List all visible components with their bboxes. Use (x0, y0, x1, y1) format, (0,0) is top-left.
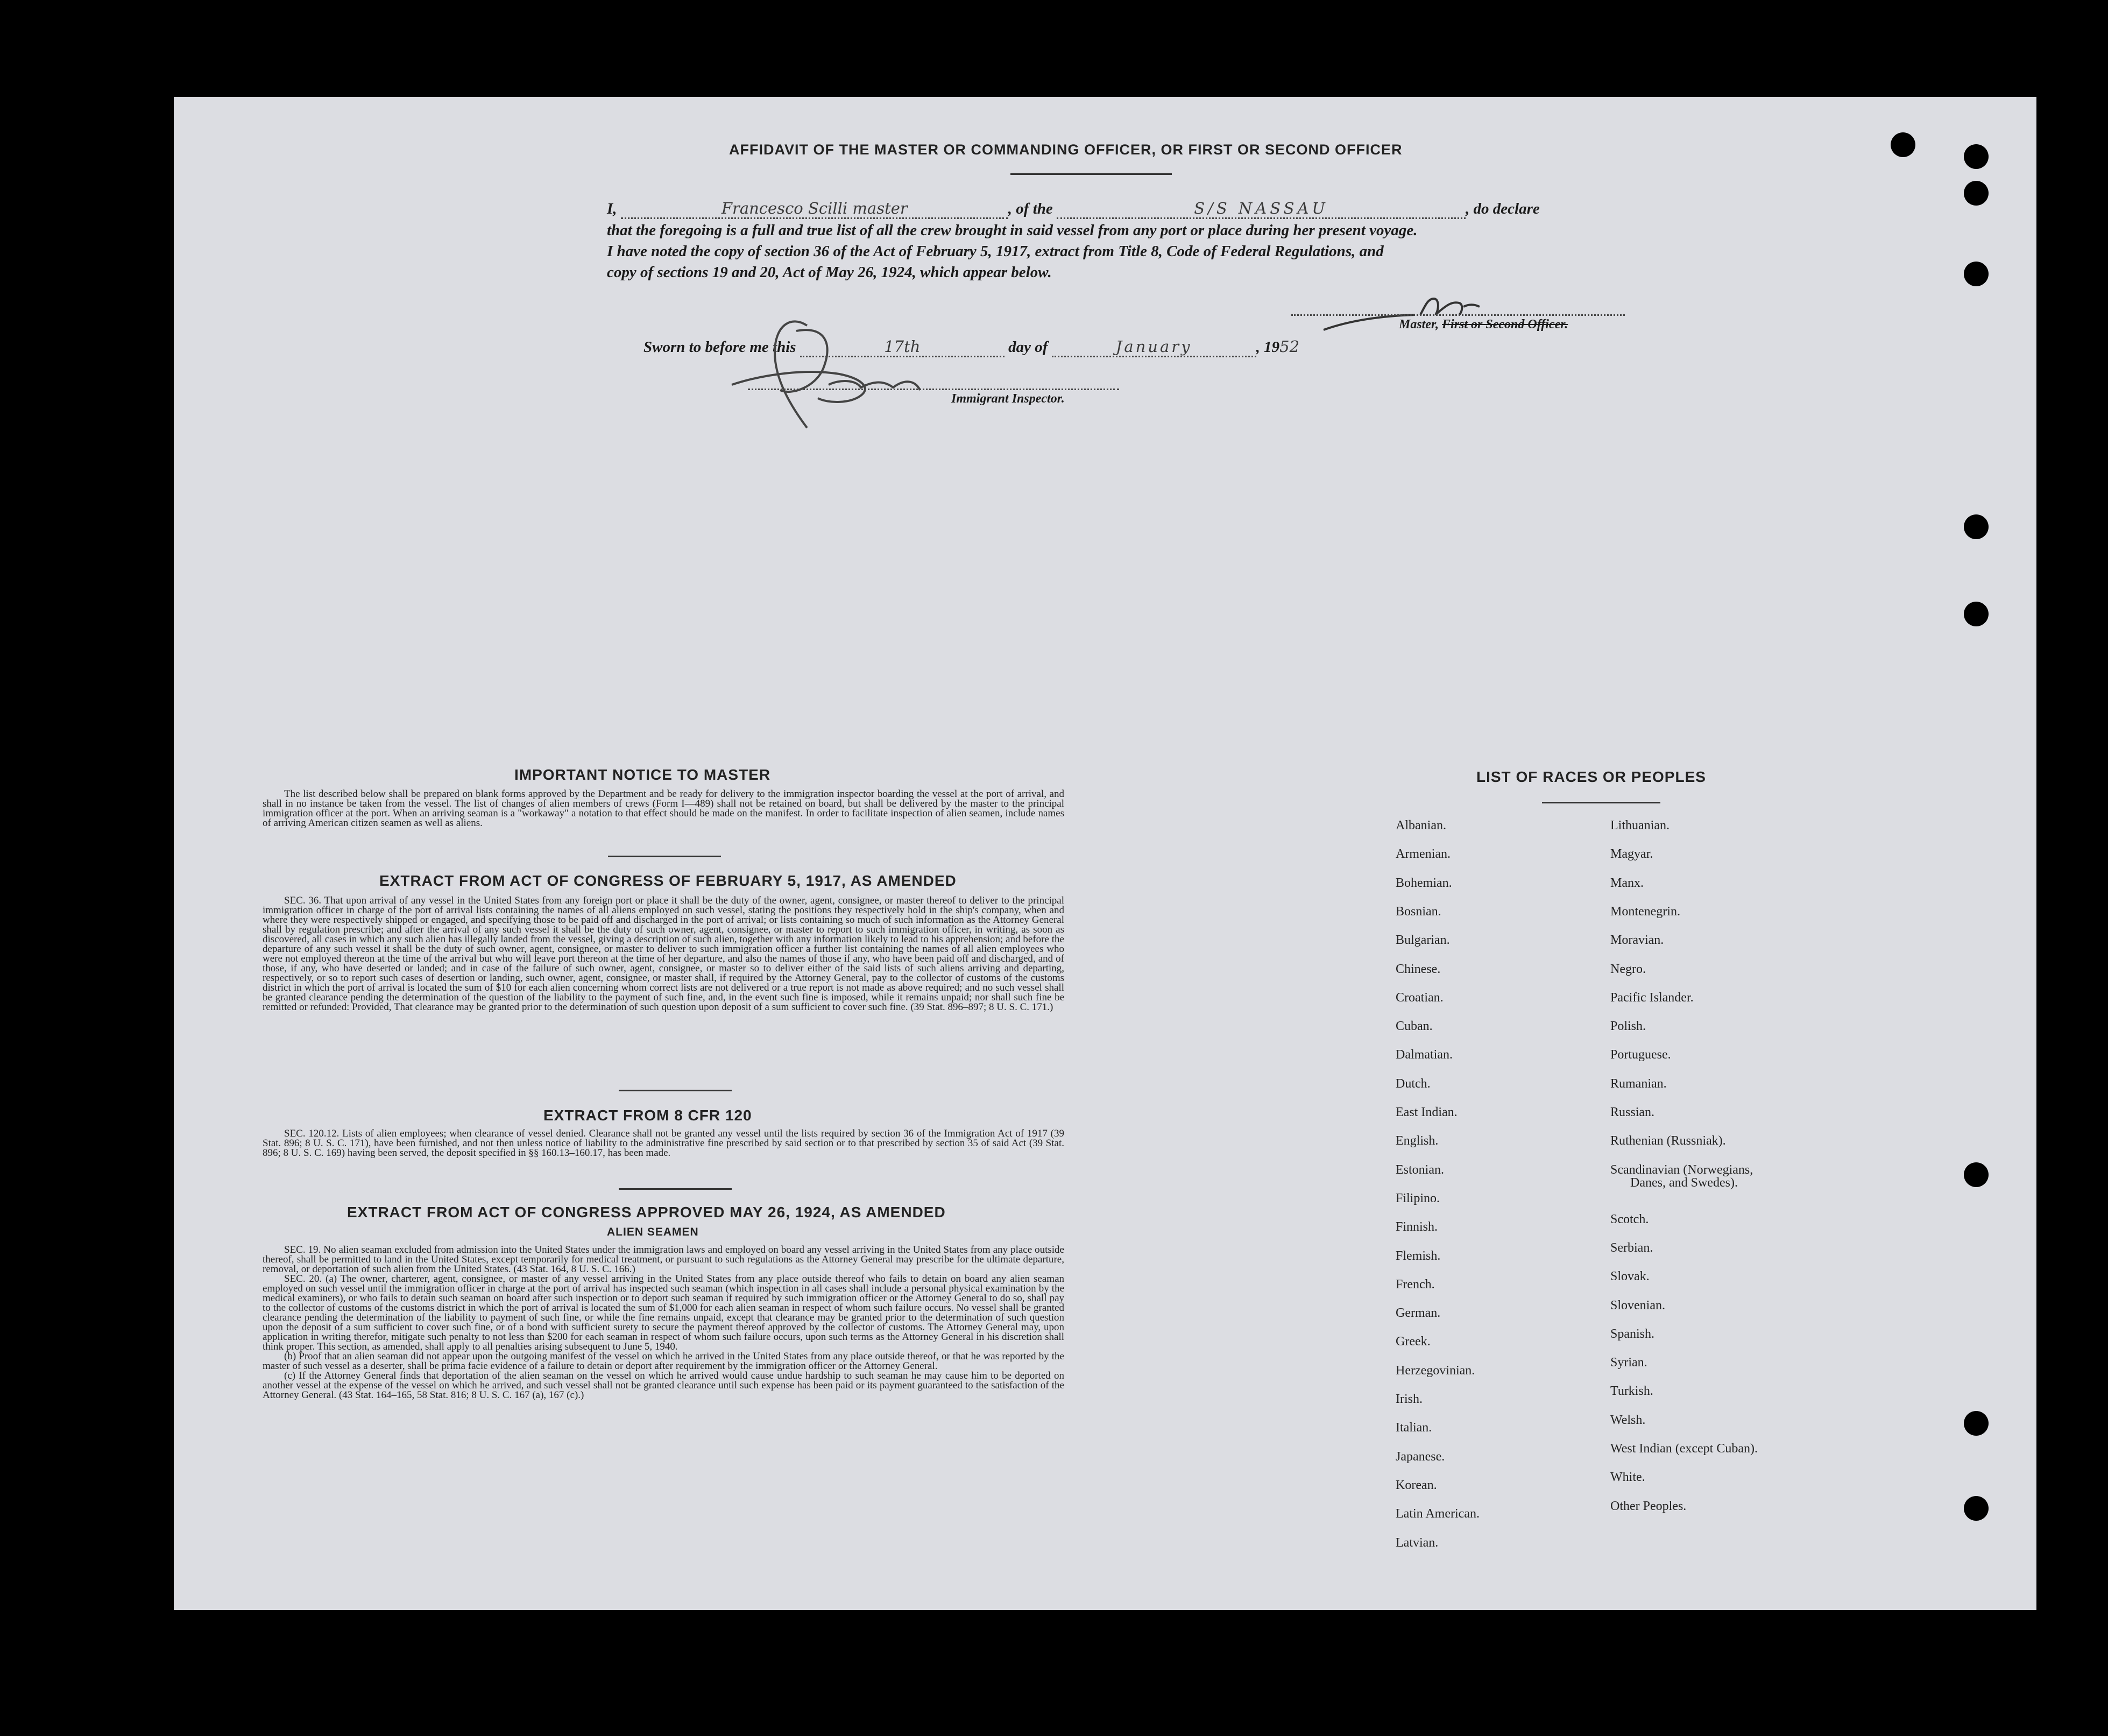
vessel-name-field (1057, 199, 1466, 219)
divider (619, 1090, 732, 1091)
master-signature (1318, 283, 1490, 342)
race-item: Syrian. (1610, 1356, 1647, 1370)
race-item: Italian. (1396, 1421, 1432, 1435)
race-item: Moravian. (1610, 933, 1664, 948)
divider (1542, 802, 1660, 803)
race-item: Dutch. (1396, 1076, 1431, 1091)
race-item: English. (1396, 1134, 1439, 1148)
race-item: White. (1610, 1470, 1645, 1485)
month-field (1052, 337, 1256, 357)
act-1924-sec19: SEC. 19. No alien seaman excluded from admission into the United States under the immigration laws and employed on board any vessel arriving in the United States from any place outside thereof, shall be permitted to land in the United States, except temporarily for medical treatment, or pursuant to such regulations as the Attorney General may prescribe for the ultimate departure, removal, or deportation of such alien from the United States. (43 Stat. 164, 8 U. S. C. 166.) (263, 1244, 1064, 1275)
cfr-text (263, 1129, 1064, 1158)
race-item: Greek. (1396, 1335, 1431, 1349)
declarant-prefix: I, (607, 200, 617, 217)
cfr-paragraph: SEC. 120.12. Lists of alien employees; when clearance of vessel denied. Clearance shall not be granted any vessel until the lists required by section 36 of the Immigration Act of 1917 (39 Stat. 896; 8 U. S. C. 171), have been furnished, and not then unless notice of liability to the administrative fine prescribed by said section or to that prescribed by section 35 of said Act (39 Stat. 896; 8 U. S. C. 169) having been served, the deposit specified in §§ 160.13–160.17, has been made. (263, 1128, 1064, 1159)
divider (608, 856, 721, 857)
race-item: Bulgarian. (1396, 933, 1450, 948)
race-item: Herzegovinian. (1396, 1363, 1475, 1378)
vessel-name: S/S NASSAU (1194, 199, 1328, 217)
race-item: French. (1396, 1277, 1435, 1292)
race-item: West Indian (except Cuban). (1610, 1442, 1758, 1456)
race-item: Estonian. (1396, 1162, 1444, 1177)
race-item: Irish. (1396, 1392, 1423, 1406)
race-item: Turkish. (1610, 1384, 1653, 1399)
affidavit-body-line2: that the foregoing is a full and true list of all the crew brought in said vessel from any port or place during her present voyage. (607, 222, 1418, 239)
race-item: Negro. (1610, 962, 1646, 976)
race-item: Dalmatian. (1396, 1048, 1453, 1062)
punch-hole (1964, 144, 1989, 169)
race-item: Armenian. (1396, 847, 1451, 862)
act-1924-sec20b: (b) Proof that an alien seaman did not appear upon the outgoing manifest of the vessel on which he arrived in the United States from any place outside thereof, or that he was reported by the master of such vessel as a deserter, shall be prima facie evidence of a failure to detain or deport after requirement by the immigration officer or the Attorney General. (263, 1351, 1064, 1372)
month-value: January (1115, 337, 1192, 356)
sworn-prefix: Sworn to before me this (643, 338, 796, 356)
race-item: Ruthenian (Russniak). (1610, 1134, 1726, 1148)
master-officer-label (1399, 317, 1568, 332)
race-item: Pacific Islander. (1610, 990, 1694, 1005)
do-declare-text: , do declare (1466, 200, 1540, 217)
notice-text (263, 789, 1064, 828)
notice-title: IMPORTANT NOTICE TO MASTER (514, 766, 771, 783)
cfr-title: EXTRACT FROM 8 CFR 120 (543, 1107, 752, 1124)
race-item: Welsh. (1610, 1413, 1646, 1427)
inspector-signature (699, 293, 958, 449)
affidavit-body-line4: copy of sections 19 and 20, Act of May 26, 1924, which appear below. (607, 264, 1052, 281)
race-item: Chinese. (1396, 962, 1441, 976)
race-item: Bosnian. (1396, 904, 1441, 919)
punch-hole (1964, 1411, 1989, 1436)
race-item: Montenegrin. (1610, 904, 1680, 919)
notice-paragraph: The list described below shall be prepared on blank forms approved by the Department and be ready for delivery to the immigration inspector boarding the vessel at the port of arrival, and shall in no instance be taken from the vessel. The list of changes of alien members of crews (Form I—489) shall not be retained on board, but shall be delivered by the master to the principal immigration officer at the port. When an arriving seaman is a "workaway" a notation to that effect should be made on the manifest. In order to facilitate inspection of alien seamen, include names of arriving American citizen seamen as well as aliens. (263, 788, 1064, 829)
race-item: Serbian. (1610, 1240, 1653, 1255)
punch-hole (1964, 1496, 1989, 1521)
race-item: Slovak. (1610, 1269, 1650, 1284)
race-item: East Indian. (1396, 1105, 1458, 1119)
master-signature-line (1291, 314, 1625, 316)
race-item: Russian. (1610, 1105, 1655, 1119)
race-item: Spanish. (1610, 1326, 1655, 1341)
punch-hole (1964, 602, 1989, 626)
affidavit-title: AFFIDAVIT OF THE MASTER OR COMMANDING OFFICER, OR FIRST OR SECOND OFFICER (729, 142, 1403, 158)
divider (1010, 173, 1172, 175)
race-item: Danes, and Swedes). (1630, 1175, 1738, 1190)
race-item: Other Peoples. (1610, 1499, 1687, 1513)
race-item: Finnish. (1396, 1220, 1438, 1234)
races-title: LIST OF RACES OR PEOPLES (1476, 768, 1706, 785)
punch-hole (1891, 132, 1915, 157)
punch-hole (1964, 262, 1989, 286)
affidavit-body-line3: I have noted the copy of section 36 of the Act of February 5, 1917, extract from Title 8, Code of Federal Regulations, and (607, 243, 1384, 260)
declarant-name-field (621, 199, 1008, 219)
race-item: Manx. (1610, 876, 1644, 890)
race-item: Croatian. (1396, 990, 1444, 1005)
race-item: Japanese. (1396, 1449, 1445, 1464)
race-item: Slovenian. (1610, 1298, 1665, 1312)
race-item: German. (1396, 1306, 1441, 1321)
race-item: Rumanian. (1610, 1076, 1667, 1091)
race-item: Polish. (1610, 1019, 1646, 1034)
race-item: Flemish. (1396, 1248, 1441, 1263)
race-item: Cuban. (1396, 1019, 1433, 1034)
race-item: Magyar. (1610, 847, 1653, 862)
day-value: 17th (884, 337, 921, 356)
master-label: Master, (1399, 317, 1439, 331)
race-item: Latin American. (1396, 1507, 1480, 1521)
act-1924-text (263, 1245, 1064, 1400)
affidavit-line1 (607, 199, 1540, 219)
act-1924-sec20c: (c) If the Attorney General finds that deportation of the alien seaman on the vessel on which he arrived would cause undue hardship to such seaman he may cause him to be deported on another vessel at the expense of the vessel on which he arrived, and such vessel shall not be granted clearance until such expense has been paid or its payment guaranteed to the satisfaction of the Attorney General. (43 Stat. 164–165, 58 Stat. 816; 8 U. S. C. 167 (a), 167 (c).) (263, 1370, 1064, 1401)
year-value: 52 (1279, 337, 1300, 356)
act-1917-paragraph: SEC. 36. That upon arrival of any vessel in the United States from any foreign port or place it shall be the duty of the owner, agent, consignee, or master thereof to deliver to the principal immigration officer in charge of the port of arrival lists containing the names of all aliens employed on such vessel, stating the positions they respectively hold in the ship's company, when and where they were respectively shipped or engaged, and specifying those to be paid off and discharged in the port of arrival; or lists containing so much of such information as the Attorney General shall by regulation prescribe; and after the arrival of any such vessel it shall be the duty of such owner, agent, consignee, or master to report to such immigration officer, in writing, as soon as discovered, all cases in which any such alien has illegally landed from the vessel, giving a description of such alien, together with any information likely to lead to his apprehension; and before the departure of any such vessel it shall be the duty of such owner, agent, consignee, or master to deliver to such immigration officer a further list containing the names of all alien employees who were not employed thereon at the time of the arrival but who will leave port thereon at the time of her departure, and also the names of those if any, who have been paid off and discharged, and of those, if any, who have deserted or landed; and in case of the failure of such owner, agent, consignee, or master so to deliver either of the said lists of such aliens arriving and departing, respectively, or so to report such cases of desertion or landing, such owner, agent, consignee, or master shall, if required by the Attorney General, pay to the collector of customs of the customs district in which the port of arrival is located the sum of $10 for each alien concerning whom correct lists are not delivered or a true report is not made as above required; and no such vessel shall be granted clearance pending the determination of the question of the liability to the payment of such fine, and, in the event such fine is imposed, while it remains unpaid; nor shall such fine be remitted or refunded: Provided, That clearance may be granted prior to the determination of such question upon deposit of a sum sufficient to cover such fine. (39 Stat. 896–897; 8 U. S. C. 171.) (263, 895, 1064, 1013)
race-item: Korean. (1396, 1478, 1437, 1492)
act-1924-subtitle: ALIEN SEAMEN (607, 1226, 699, 1238)
race-item: Scandinavian (Norwegians, (1610, 1162, 1753, 1177)
divider (619, 1188, 732, 1190)
act-1917-title: EXTRACT FROM ACT OF CONGRESS OF FEBRUARY 5, 1917, AS AMENDED (379, 872, 957, 889)
race-item: Latvian. (1396, 1535, 1439, 1550)
punch-hole (1964, 1162, 1989, 1187)
inspector-signature-line (748, 389, 1119, 390)
punch-hole (1964, 181, 1989, 206)
year-prefix: , 19 (1256, 338, 1280, 356)
race-item: Filipino. (1396, 1191, 1440, 1205)
act-1924-title: EXTRACT FROM ACT OF CONGRESS APPROVED MAY 26, 1924, AS AMENDED (347, 1204, 946, 1220)
inspector-label: Immigrant Inspector. (951, 392, 1065, 406)
declarant-name: Francesco Scilli master (721, 199, 908, 217)
act-1917-text (263, 896, 1064, 1012)
day-of-text: day of (1008, 338, 1048, 356)
punch-hole (1964, 514, 1989, 539)
race-item: Albanian. (1396, 818, 1446, 832)
struck-officer-label: First or Second Officer. (1442, 317, 1568, 331)
of-the-text: , of the (1008, 200, 1053, 217)
act-1924-sec20a: SEC. 20. (a) The owner, charterer, agent, consignee, or master of any vessel arriving in the United States from any place outside thereof who fails to detain on board any alien seaman employed on such vessel until the immigration officer in charge at the port of arrival has inspected such seaman (which inspection in all cases shall include a personal physical examination by the medical examiners), or who fails to detain such seaman on board after such inspection or to deport such seaman if required by such immigration officer or the Attorney General to do so, shall pay to the collector of customs of the customs district in which the port of arrival is located the sum of $1,000 for each alien seaman in respect of whom such failure occurs. No vessel shall be granted clearance pending the determination of the liability to payment of such fine, or while the fine remains unpaid, except that clearance may be granted prior to the determination of such question upon the deposit of a sum sufficient to cover such fine, or of a bond with sufficient surety to secure the payment thereof approved by the collector of customs. The Attorney General may, upon application in writing therefor, mitigate such penalty to not less than $200 for each seaman in respect of whom such failure occurs, upon such terms as the Attorney General in his discretion shall think proper. This section, as amended, shall apply to all penalties arising subsequent to June 5, 1940. (263, 1273, 1064, 1352)
race-item: Lithuanian. (1610, 818, 1670, 832)
race-item: Scotch. (1610, 1212, 1649, 1226)
race-item: Portuguese. (1610, 1048, 1671, 1062)
race-item: Bohemian. (1396, 876, 1452, 890)
